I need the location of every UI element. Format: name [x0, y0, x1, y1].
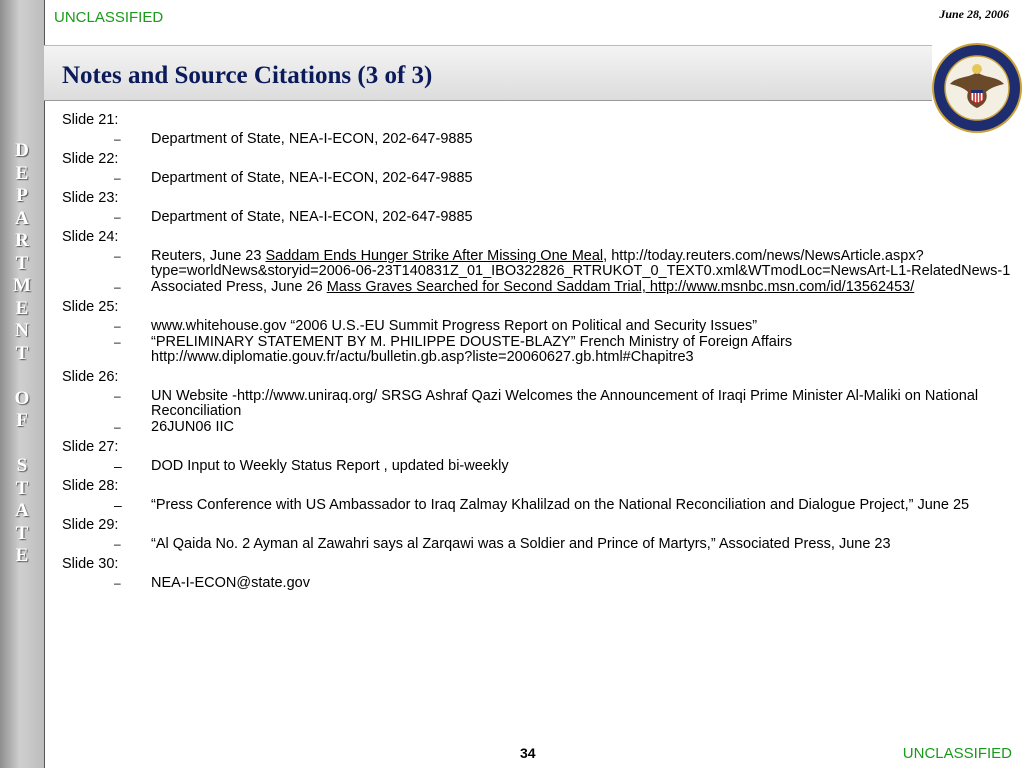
citation-url: , http://today.reuters.com/news/NewsArticle.aspx?type=worldNews&storyid=2006-06-23T140831Z_01_IBO322826_RTRUKOT_0_TEXT0.xml&WTmodLoc=NewsArt-L1-RelatedNews-1	[151, 248, 1011, 279]
bullet-dash: –	[114, 458, 122, 474]
citation-item	[62, 280, 1012, 295]
citation-text: Reuters, June 23	[151, 248, 266, 264]
citation-item	[62, 459, 1012, 474]
citation-item	[62, 335, 1012, 365]
citation-item	[62, 420, 1012, 435]
citation-item	[62, 389, 1012, 419]
bullet-dash: –	[114, 171, 121, 185]
slide-heading: Slide 29:	[62, 517, 119, 533]
slide-heading: Slide 24:	[62, 229, 119, 245]
citation-text: “Al Qaida No. 2 Ayman al Zawahri says al Zarqawi was a Soldier and Prince of Martyrs,” Associated Press, June 23	[151, 536, 891, 552]
vertical-department-label: D E P A R T M E N T O F S T A T E	[13, 140, 31, 566]
citation-link[interactable]: Mass Graves Searched for Second Saddam Trial, http://www.msnbc.msn.com/id/13562453/	[326, 279, 915, 295]
bullet-dash: –	[114, 132, 121, 146]
slide-date: June 28, 2006	[939, 7, 1009, 21]
slide-heading: Slide 28:	[62, 478, 119, 494]
slide-heading: Slide 27:	[62, 439, 119, 455]
citation-link[interactable]: Saddam Ends Hunger Strike After Missing One Meal	[265, 248, 604, 264]
bullet-dash: –	[114, 249, 121, 263]
top-classification-label: UNCLASSIFIED	[54, 9, 164, 26]
bullet-dash: –	[114, 497, 122, 513]
citation-text: 26JUN06 IIC	[151, 419, 235, 435]
citation-item	[62, 249, 1012, 279]
citation-list	[62, 109, 1012, 592]
bullet-dash: –	[114, 389, 121, 403]
citation-text: DOD Input to Weekly Status Report , updated bi-weekly	[151, 458, 509, 474]
page-number: 34	[520, 745, 536, 761]
bottom-classification-label: UNCLASSIFIED	[902, 745, 1012, 762]
citation-text: UN Website -http://www.uniraq.org/ SRSG Ashraf Qazi Welcomes the Announcement of Iraqi Prime Minister Al-Maliki on National Reconciliation	[151, 388, 979, 419]
page-title: Notes and Source Citations (3 of 3)	[62, 62, 433, 89]
citation-item	[62, 537, 1012, 552]
citation-text: Associated Press, June 26	[151, 279, 327, 295]
slide-heading: Slide 30:	[62, 556, 119, 572]
citation-item	[62, 171, 1012, 186]
citation-text: Department of State, NEA-I-ECON, 202-647-9885	[151, 170, 473, 186]
citation-item	[62, 132, 1012, 147]
citation-text: www.whitehouse.gov “2006 U.S.-EU Summit Progress Report on Political and Security Issues”	[151, 318, 758, 334]
citation-text: NEA-I-ECON@state.gov	[151, 575, 310, 591]
bullet-dash: –	[114, 210, 121, 224]
bullet-dash: –	[114, 280, 121, 294]
bullet-dash: –	[114, 319, 121, 333]
slide-heading: Slide 26:	[62, 369, 119, 385]
citation-item	[62, 576, 1012, 591]
bullet-dash: –	[114, 576, 121, 590]
bullet-dash: –	[114, 420, 121, 434]
title-bar	[44, 45, 932, 101]
slide-heading: Slide 25:	[62, 299, 119, 315]
slide-heading: Slide 23:	[62, 190, 119, 206]
bullet-dash: –	[114, 537, 121, 551]
bullet-dash: –	[114, 335, 121, 349]
sidebar	[0, 0, 45, 768]
citation-text: “Press Conference with US Ambassador to Iraq Zalmay Khalilzad on the National Reconciliation and Dialogue Project,” June 25	[151, 497, 970, 513]
slide-heading: Slide 22:	[62, 151, 119, 167]
citation-item	[62, 319, 1012, 334]
citation-item	[62, 210, 1012, 225]
citation-item	[62, 498, 1012, 513]
slide-heading: Slide 21:	[62, 112, 119, 128]
citation-text: Department of State, NEA-I-ECON, 202-647-9885	[151, 209, 473, 225]
citation-text: Department of State, NEA-I-ECON, 202-647-9885	[151, 131, 473, 147]
citation-text: “PRELIMINARY STATEMENT BY M. PHILIPPE DOUSTE-BLAZY” French Ministry of Foreign Affairs http://www.diplomatie.gouv.fr/actu/bulletin.gb.asp?liste=20060627.gb.html#Chapitre3	[151, 334, 793, 365]
